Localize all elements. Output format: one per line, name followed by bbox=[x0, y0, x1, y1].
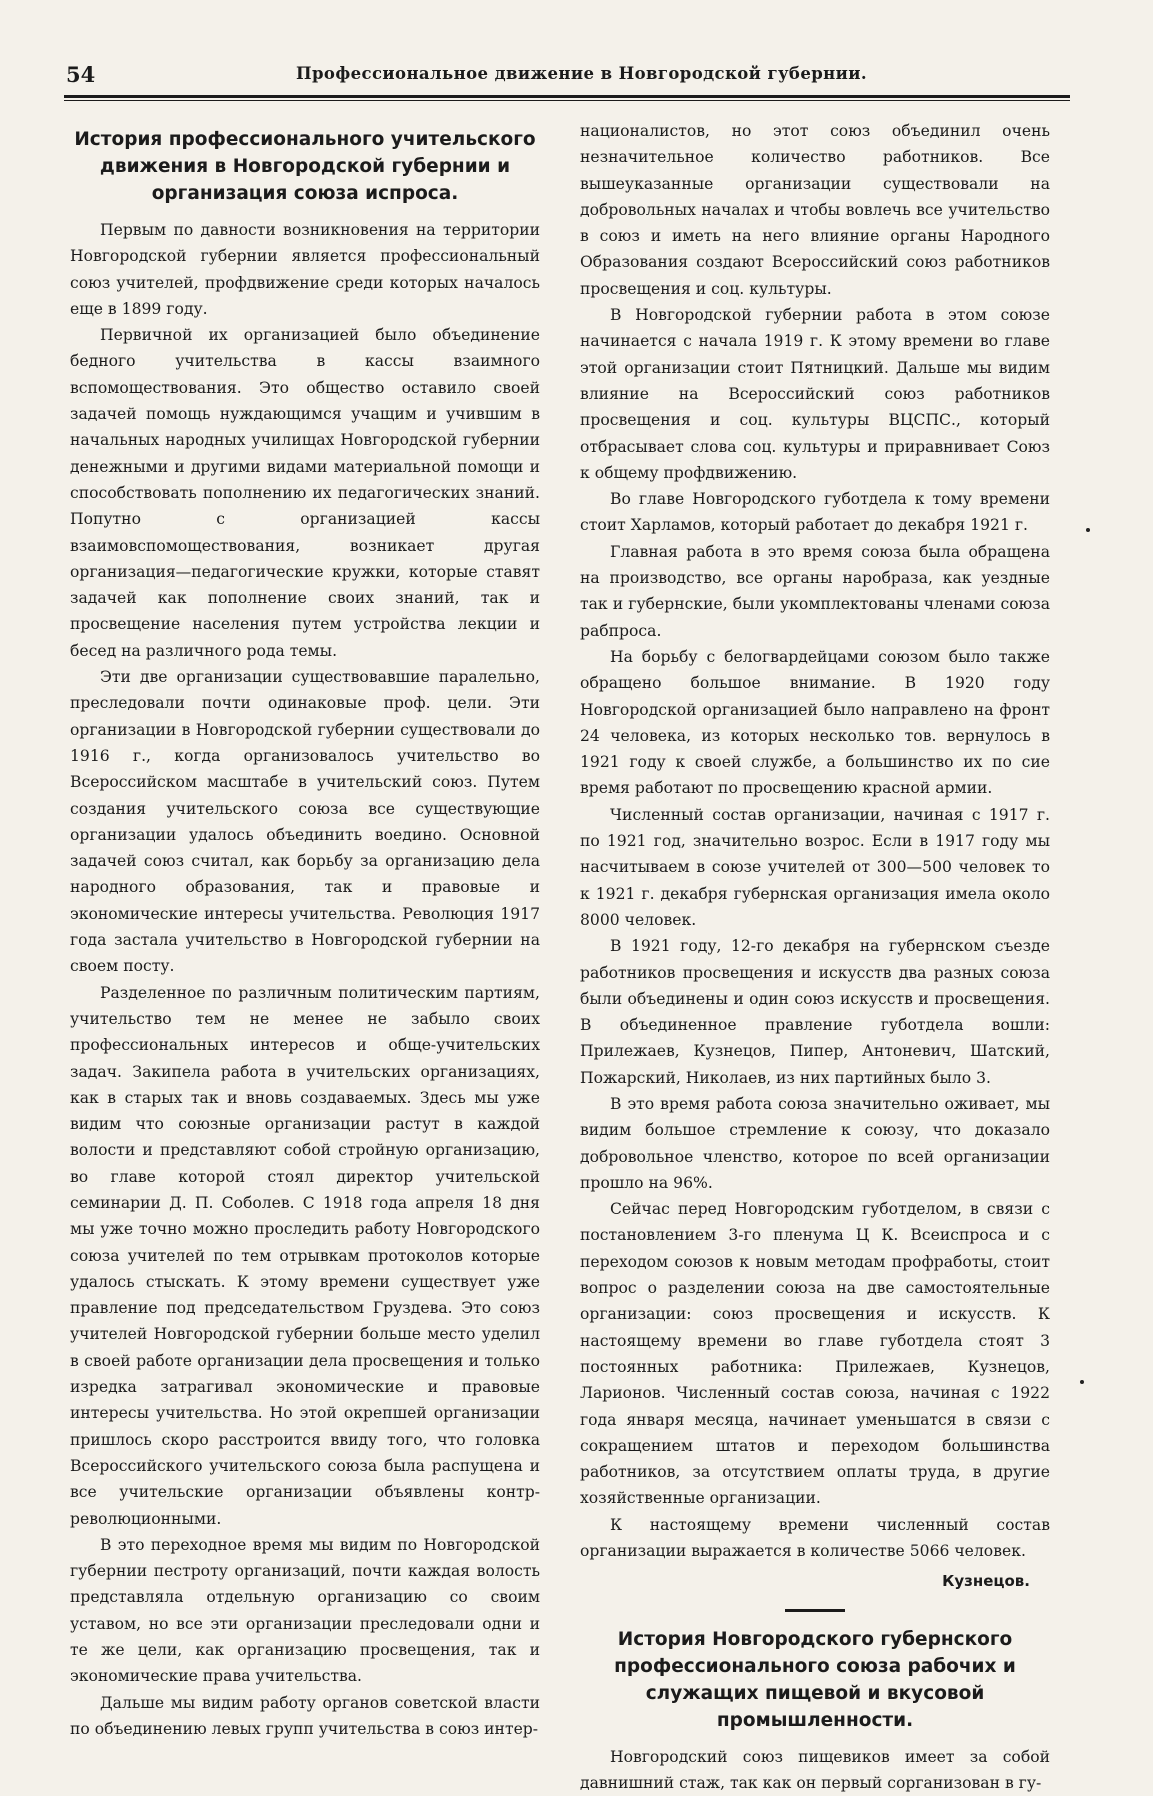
article-title: История профессионального учительского движения в Новгородской губернии и организация союза испроса. bbox=[74, 129, 536, 204]
paragraph: Численный состав организации, начиная с 1917 г. по 1921 год, значительно возрос. Если в 1917 году мы насчитываем в союзе учителей от 300—500 человек то к 1921 г. декабря губернская организация имела около 8000 человек. bbox=[580, 805, 1050, 929]
paragraph: Сейчас перед Новгородским губотделом, в связи с постановлением 3-го пленума Ц К. Всеиспроса и с переходом союзов к новым методам профработы, стоит вопрос о разделении союза на две самостоятельные организации: союз просвещения и искусств. К настоящему времени во главе губотдела стоят 3 постоянных работника: Прилежаев, Кузнецов, Ларионов. Численный состав союза, начиная с 1922 года января месяца, начинает уменьшатся в связи с сокращением штатов и переходом большинства работников, за отсутствием оплаты труда, в другие хозяйственные организации. bbox=[580, 1200, 1050, 1508]
paragraph: Во главе Новгородского губотдела к тому времени стоит Харламов, который работает до декабря 1921 г. bbox=[580, 490, 1050, 535]
paragraph: В это время работа союза значительно оживает, мы видим большое стремление к союзу, что доказало добровольное членство, которое по всей организации прошло на 96%. bbox=[580, 1094, 1050, 1192]
paragraph: Новгородский союз пищевиков имеет за собой давнишний стаж, так как он первый сорганизован в гу- bbox=[580, 1747, 1050, 1792]
header-rule-thin bbox=[64, 100, 1070, 101]
print-speck bbox=[1086, 528, 1090, 532]
paragraph: Эти две организации существовавшие паралельно, преследовали почти одинаковые проф. цели. Эти организации в Новгородской губернии существовали до 1916 г., когда организовалось учительство во Всероссийском масштабе в учительский союз. Путем создания учительского союза все существующие организации удалось объединить воедино. Основной задачей союз считал, как борьбу за организацию дела народного образования, так и правовые и экономические интересы учительства. Революция 1917 года застала учительство в Новгородской губернии на своем посту. bbox=[70, 668, 540, 976]
paragraph: националистов, но этот союз объединил очень незначительное количество работников. Все вышеуказанные организации существовали на добровольных началах и чтобы вовлечь все учительство в союз и иметь на него влияние органы Народного Образования создают Всероссийский союз работников просвещения и соц. культуры. bbox=[580, 122, 1050, 298]
paragraph: В Новгородской губернии работа в этом союзе начинается с начала 1919 г. К этому времени во главе этой организации стоит Пятницкий. Дальше мы видим влияние на Всероссийский союз работников просвещения и соц. культуры ВЦСПС., который отбрасывает слова соц. культуры и приравнивает Союз к общему профдвижению. bbox=[580, 306, 1050, 482]
left-column bbox=[70, 118, 540, 1742]
page-header bbox=[66, 62, 1066, 98]
second-article-title: История Новгородского губернского профессионального союза рабочих и служащих пищевой и вкусовой промышленности. bbox=[614, 1628, 1016, 1731]
paragraph: Первым по давности возникновения на территории Новгородской губернии является профессиональный союз учителей, профдвижение среди которых началось еще в 1899 году. bbox=[70, 221, 540, 318]
right-column bbox=[580, 118, 1050, 1796]
header-rule bbox=[64, 95, 1070, 98]
print-speck bbox=[1080, 1380, 1084, 1384]
paragraph: Главная работа в это время союза была обращена на производство, все органы наробраза, как уездные так и губернские, были укомплектованы членами союза рабпроса. bbox=[580, 542, 1050, 640]
paragraph: В 1921 году, 12-го декабря на губернском съезде работников просвещения и искусств два разных союза были объединены и один союз искусств и просвещения. В объединенное правление губотдела вошли: Прилежаев, Кузнецов, Пипер, Антоневич, Шатский, Пожарский, Николаев, из них партийных было 3. bbox=[580, 937, 1050, 1087]
section-divider bbox=[785, 1609, 845, 1612]
author-signature: Кузнецов. bbox=[942, 1572, 1030, 1591]
paragraph: В это переходное время мы видим по Новгородской губернии пестроту организаций, почти каждая волость представляла отдельную организацию со своим уставом, но все эти организации преследовали одни и те же цели, как организацию просвещения, так и экономические права учительства. bbox=[70, 1535, 540, 1686]
paragraph: На борьбу с белогвардейцами союзом было также обращено большое внимание. В 1920 году Новгородской организацией было направлено на фронт 24 человека, из которых несколько тов. вернулось в 1921 году к своей службе, а большинство их по сие время работают по просвещению красной армии. bbox=[580, 647, 1050, 798]
paragraph: Первичной их организацией было объединение бедного учительства в кассы взаимного вспомоществования. Это общество оставило своей задачей помощь нуждающимся учащим и учившим в начальных народных училищах Новгородской губернии денежными и другими видами материальной помощи и способствовать пополнению их педагогических знаний. Попутно с организацией кассы взаимовспомоществования, возникает другая организация—педагогические кружки, которые ставят задачей как пополнение своих знаний, так и просвещение населения путем устройства лекции и бесед на различного рода темы. bbox=[70, 326, 540, 660]
paragraph: Дальше мы видим работу органов советской власти по объединению левых групп учительства в союз интер- bbox=[70, 1693, 540, 1738]
running-head: Профессиональное движение в Новгородской губернии. bbox=[296, 64, 868, 83]
paragraph: К настоящему времени численный состав организации выражается в количестве 5066 человек. bbox=[580, 1515, 1050, 1561]
page-number: 54 bbox=[66, 62, 96, 87]
paragraph: Разделенное по различным политическим партиям, учительство тем не менее не забыло своих профессиональных интересов и обще-учительских задач. Закипела работа в учительских организациях, как в старых так и вновь создаваемых. Здесь мы уже видим что союзные организации растут в каждой волости и представляют собой стройную организацию, во главе которой стоял директор учительской семинарии Д. П. Соболев. С 1918 года апреля 18 дня мы уже точно можно проследить работу Новгородского союза учителей по тем отрывкам протоколов которые удалось стыскать. К этому времени существует уже правление под председательством Груздева. Это союз учителей Новгородской губернии больше место уделил в своей работе организации дела просвещения и только изредка затрагивал экономические и правовые интересы учительства. Но этой окрепшей организации пришлось скоро расстроится ввиду того, что головка Всероссийского учительского союза была распущена и все учительские организации объявлены контр-революционными. bbox=[70, 983, 540, 1528]
